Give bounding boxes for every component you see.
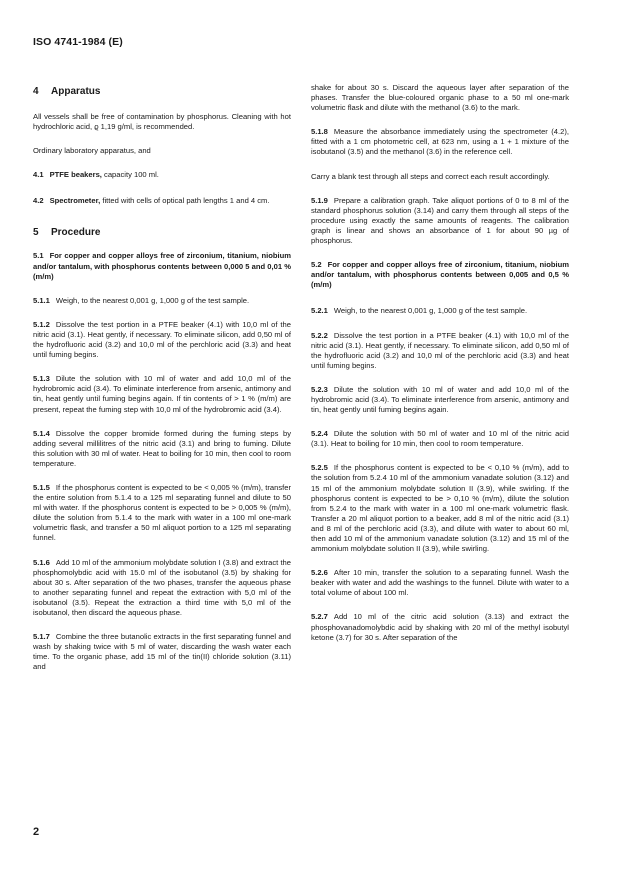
clause-number: 5.2.2 <box>311 330 328 340</box>
paragraph-blank-test: Carry a blank test through all steps and correct each result accordingly. <box>311 171 550 181</box>
clause-number: 4.1 <box>33 170 44 180</box>
clause-number: 5.2.4 <box>311 429 328 439</box>
clause-5-1-8 <box>311 127 569 157</box>
clause-5-1-5 <box>33 483 291 544</box>
clause-text: Measure the absorbance immediately using the spectrometer (4.2), fitted with a 1 cm photometric cell, at 623 nm, using a 1 + 1 mixture of the isobutanol (3.5) and the methanol (3.6) in the reference cell. <box>311 127 569 157</box>
clause-number: 5.2.3 <box>311 384 328 394</box>
clause-number: 5.2.5 <box>311 463 328 473</box>
clause-text: For copper and copper alloys free of zirconium, titanium, niobium and/or tantalum, with phosphorus contents between 0,000 5 and 0,01 % (m/m) <box>33 251 291 281</box>
clause-5-1-7 <box>33 632 291 672</box>
clause-text: fitted with cells of optical path lengths 1 and 4 cm. <box>100 196 270 206</box>
clause-number: 5.1.2 <box>33 319 50 329</box>
clause-term: PTFE beakers, <box>49 170 102 180</box>
clause-number: 5.1.5 <box>33 482 50 492</box>
clause-number: 5.2 <box>311 260 322 270</box>
clause-text: Weigh, to the nearest 0,001 g, 1,000 g of the test sample. <box>55 295 250 305</box>
left-column <box>33 83 291 672</box>
clause-number: 5.1.1 <box>33 295 50 305</box>
clause-5-1-4 <box>33 429 291 469</box>
clause-text: After 10 min, transfer the solution to a separating funnel. Wash the beaker with water and add the washings to the funnel. Dilute with water to a total volume of about 100 ml. <box>311 568 569 598</box>
clause-5-1-2 <box>33 320 291 360</box>
clause-5-1-1 <box>33 296 291 306</box>
section-heading-procedure <box>33 226 291 239</box>
clause-number: 5.1.9 <box>311 195 328 205</box>
paragraph-apparatus-intro: All vessels shall be free of contamination by phosphorus. Cleaning with hot hydrochloric acid, ϱ 1,19 g/ml, is recommended. <box>33 112 291 132</box>
clause-5-2-5 <box>311 463 569 554</box>
clause-number: 5.1.6 <box>33 557 50 567</box>
clause-number: 5.2.6 <box>311 568 328 578</box>
clause-text: If the phosphorus content is expected to be < 0,10 % (m/m), add to the solution from 5.2.4 10 ml of the ammonium vanadate solution (3.12) and 15 ml of the ammonium molybdate solution II (3.9), while swirling. If the phosphorus content is expected to be > 0,10 % (m/m), dilute the solution from 5.2.4 to the mark with water in a 100 ml one-mark volumetric flask. Transfer a 20 ml aliquot portion to a beaker, add 8 ml of the nitric acid (3.1) and 8 ml of the perchloric acid (3.3), and dilute with water to about 60 ml, then add 10 ml of the ammonium vanadate solution (3.12) and 15 ml of the ammonium molybdate solution II (3.9), while swirling. <box>311 463 569 554</box>
right-column <box>311 83 569 643</box>
clause-5-2 <box>311 260 569 290</box>
clause-number: 4.2 <box>33 196 44 206</box>
clause-5-1 <box>33 251 291 281</box>
section-title: Procedure <box>51 227 101 239</box>
clause-text: If the phosphorus content is expected to be < 0,005 % (m/m), transfer the entire solution from 5.1.4 to a 125 ml separating funnel and dilute to 50 ml with water. If the phosphorus content is expected to be > 0,005 % (m/m), dilute the solution from 5.1.4 to the mark with water in a 100 ml one-mark volumetric flask, and transfer a 50 ml aliquot portion to a 125 ml separating funnel. <box>33 482 291 543</box>
clause-5-2-4 <box>311 429 569 449</box>
clause-number: 5.1.4 <box>33 428 50 438</box>
clause-number: 5.1.7 <box>33 632 50 642</box>
page-header-standard: ISO 4741-1984 (E) <box>33 36 123 48</box>
clause-5-1-9 <box>311 196 569 246</box>
clause-text: Weigh, to the nearest 0,001 g, 1,000 g of the test sample. <box>333 306 528 316</box>
clause-text: capacity 100 ml. <box>101 170 159 180</box>
clause-text: Add 10 ml of the ammonium molybdate solution I (3.8) and extract the phosphomolybdic acid with 15.0 ml of the isobutanol (3.5) by shaking for about 30 s. After separation of the two phases, transfer the aqueous phase to another separating funnel and repeat the extraction with 5,0 ml of the isobutanol (3.5). Repeat the extraction a third time with 5,0 ml of the isobutanol, then discard the aqueous phase. <box>33 557 291 617</box>
section-number: 5 <box>33 227 39 239</box>
clause-text: Dissolve the test portion in a PTFE beaker (4.1) with 10,0 ml of the nitric acid (3.1). Heat gently, if necessary. To eliminate silicon, add 0,50 ml of the hydrofluoric acid (3.2) and 10,0 ml of the perchloric acid (3.3) and heat until fuming begins. <box>33 319 291 360</box>
clause-5-2-1 <box>311 306 569 316</box>
paragraph-5-1-7-continued: shake for about 30 s. Discard the aqueous layer after separation of the phases. Transfer the blue-coloured organic phase to a 50 ml one-mark volumetric flask and dilute with the methanol (3.6) to the mark. <box>311 83 569 113</box>
clause-text: Combine the three butanolic extracts in the first separating funnel and wash by shaking twice with 5 ml of water, discarding the wash water each time. To the organic phase, add 15 ml of the tin(II) chloride solution (3.11) and <box>33 632 291 672</box>
clause-number: 5.1.3 <box>33 374 50 384</box>
clause-text: Dilute the solution with 50 ml of water and 10 ml of the nitric acid (3.1). Heat to boiling for 10 min, then cool to room temperature. <box>311 429 569 449</box>
clause-text: Dilute the solution with 10 ml of water and add 10,0 ml of the hydrobromic acid (3.4). To eliminate interference from arsenic, antimony and tin, heat gently until fuming begins again. If tin contents of > 1 % (m/m) are present, repeat the fuming step with 10,0 ml of the hydrobromic acid (3.4). <box>33 374 291 414</box>
clause-5-2-2 <box>311 331 569 371</box>
clause-4-2 <box>33 196 291 206</box>
clause-number: 5.2.7 <box>311 612 328 622</box>
clause-5-2-3 <box>311 385 569 415</box>
section-heading-apparatus <box>33 85 291 98</box>
clause-text: Dilute the solution with 10 ml of water and add 10,0 ml of the hydrobromic acid (3.4). To eliminate interference from arsenic, antimony and tin, heat gently until fuming begins again. <box>311 384 569 415</box>
clause-number: 5.1.8 <box>311 127 328 137</box>
clause-number: 5.2.1 <box>311 306 328 316</box>
clause-number: 5.1 <box>33 251 44 261</box>
clause-text: For copper and copper alloys free of zirconium, titanium, niobium and/or tantalum, with phosphorus contents between 0,005 and 0,5 % (m/m) <box>311 260 569 290</box>
clause-5-1-6 <box>33 558 291 619</box>
section-number: 4 <box>33 86 39 97</box>
page-number: 2 <box>33 826 40 838</box>
clause-term: Spectrometer, <box>49 196 101 206</box>
clause-text: Add 10 ml of the citric acid solution (3.13) and extract the phosphovanadomolybdic acid by shaking with 20 ml of the methyl isobutyl ketone (3.7) for 30 s. After separation of the <box>311 612 569 642</box>
paragraph-apparatus-ordinary: Ordinary laboratory apparatus, and <box>33 146 151 156</box>
clause-4-1 <box>33 170 291 180</box>
clause-text: Dissolve the copper bromide formed during the fuming steps by adding several millilitres of the nitric acid (3.1) and bring to fuming. Dilute this solution with 30 ml of water. Heat to boiling for 10 min, then cool to room temperature. <box>33 428 291 468</box>
clause-text: Dissolve the test portion in a PTFE beaker (4.1) with 10,0 ml of the nitric acid (3.1). Heat gently, if necessary. To eliminate silicon, add 0,50 ml of the hydrofluoric acid (3.2) and 10,0 ml of the perchloric acid (3.3) and heat until fuming begins. <box>311 330 569 370</box>
section-title: Apparatus <box>51 86 101 97</box>
clause-5-2-7 <box>311 612 569 642</box>
clause-5-1-3 <box>33 374 291 414</box>
clause-text: Prepare a calibration graph. Take aliquot portions of 0 to 8 ml of the standard phosphorus solution (3.14) and carry them through all steps of the procedure using exactly the same amounts of reagents. The calibration graph is linear and shows an absorbance of 1 for about 90 µg of phosphorus. <box>311 195 569 246</box>
clause-5-2-6 <box>311 568 569 598</box>
